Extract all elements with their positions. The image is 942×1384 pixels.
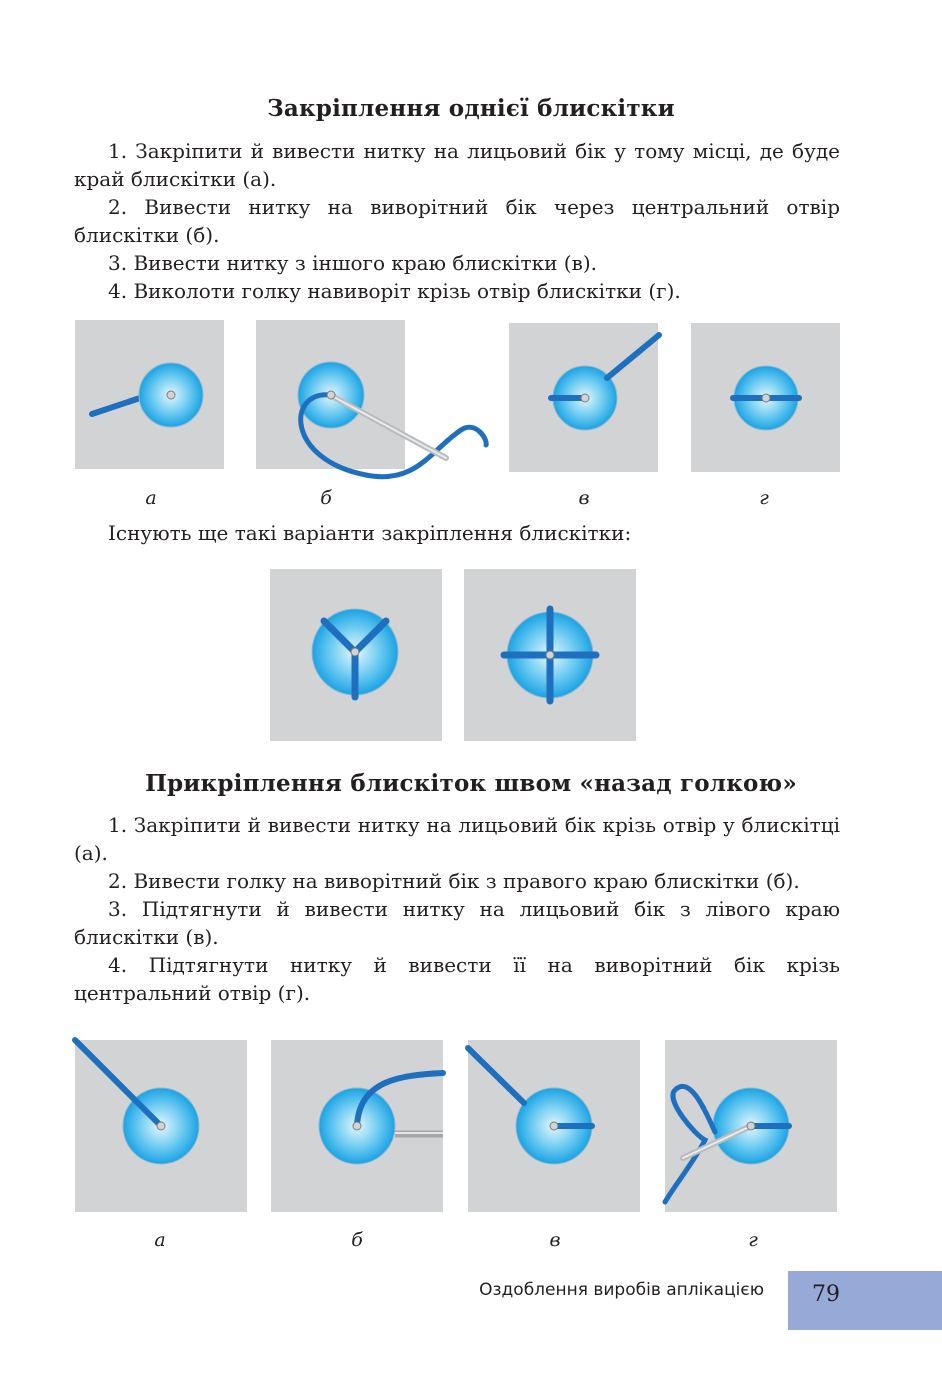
figure-2c-thread-left-edge xyxy=(468,1040,640,1212)
caption-2b: б xyxy=(351,1229,363,1251)
step-3: 3. Вивести нитку з іншого краю блискітки (в). xyxy=(108,251,598,275)
step-1: 1. Закріпити й вивести нитку на лицьовий бік у тому місці, де буде край блискітки (а). xyxy=(74,139,840,191)
section-title-backstitch: Прикріплення блискіток швом «назад голкою» xyxy=(145,770,797,797)
step-2-4: 4. Підтягнути нитку й вивести її на виворітний бік крізь центральний отвір (г). xyxy=(74,953,840,1005)
step-4: 4. Виколоти голку навиворіт крізь отвір блискітки (г). xyxy=(108,279,681,303)
figure-variant-three-stitches xyxy=(270,569,442,741)
step-2: 2. Вивести нитку на виворітний бік через центральний отвір блискітки (б). xyxy=(74,195,840,247)
figure-c-thread-other-edge xyxy=(509,323,658,472)
step-2-3: 3. Підтягнути й вивести нитку на лицьовий бік з лівого краю блискітки (в). xyxy=(74,897,840,949)
figure-d-thread-through-hole xyxy=(691,323,840,472)
figure-2d-thread-through-center xyxy=(665,1040,837,1212)
step-2-1: 1. Закріпити й вивести нитку на лицьовий бік крізь отвір у блискітці (а). xyxy=(74,813,840,865)
variants-text: Існують ще такі варіанти закріплення блискітки: xyxy=(108,521,632,545)
caption-2a: а xyxy=(154,1229,166,1251)
caption-b: б xyxy=(320,487,332,509)
page-number-box xyxy=(788,1271,942,1330)
step-2-2: 2. Вивести голку на виворітний бік з правого краю блискітки (б). xyxy=(108,869,800,893)
chapter-title: Оздоблення виробів аплікацією xyxy=(479,1280,764,1300)
figure-2b-needle-right-edge xyxy=(271,1040,443,1212)
caption-2g: г xyxy=(748,1229,758,1251)
caption-g: г xyxy=(759,487,769,509)
figure-a-thread-at-edge xyxy=(75,320,224,469)
section-title-single-sequin: Закріплення однієї блискітки xyxy=(267,95,675,122)
caption-v: в xyxy=(578,487,590,509)
caption-a: а xyxy=(145,487,157,509)
figure-b-needle-through-center xyxy=(256,320,405,469)
caption-2v: в xyxy=(549,1229,561,1251)
page-number: 79 xyxy=(812,1282,840,1307)
figure-2a-thread-through-hole xyxy=(75,1040,247,1212)
figure-variant-cross-stitches xyxy=(464,569,636,741)
